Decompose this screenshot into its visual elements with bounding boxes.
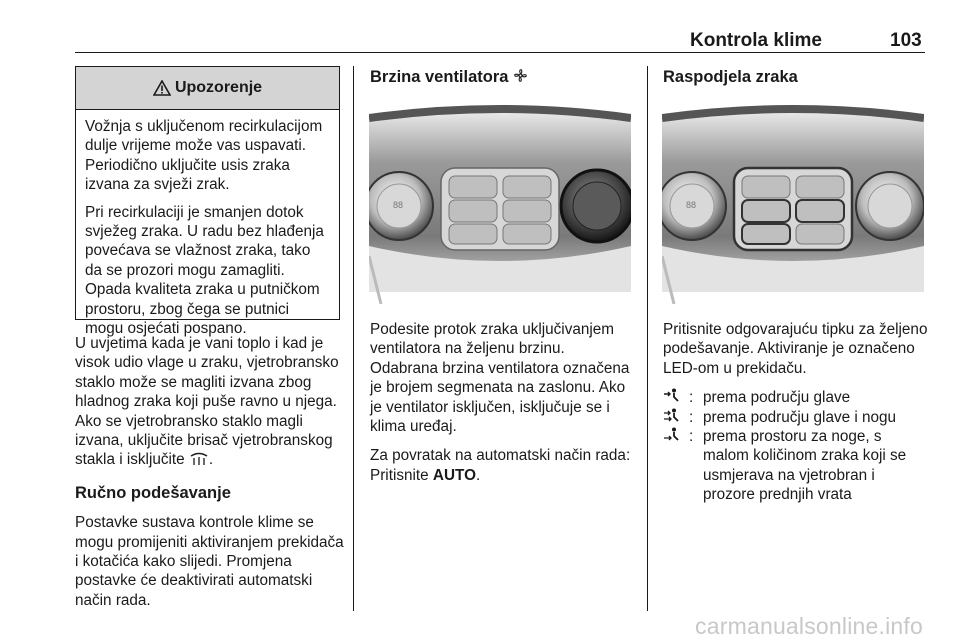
climate-panel-illustration-2 [662,96,924,304]
air-distribution-heading: Raspodjela zraka [663,68,798,86]
warning-header [76,67,339,110]
warning-paragraph-1: Vožnja s uključenom recirkulacijom dulje vrijeme može vas uspavati. Periodično uključite usis zraka izvana za svježi zrak. [85,118,323,194]
column-divider-1 [353,66,354,611]
watermark: carmanualsonline.info [695,613,923,639]
warning-paragraph-2: Pri recirkulaciji je smanjen dotok svježeg zraka. U radu bez hlađenja povećava se vlažnost zraka, tako da se prozori mogu zamagliti. Opada kvaliteta zraka u putničkom prostoru, zbog čega se putnici mogu osjećati pospano. [85,203,324,338]
auto-label: AUTO [432,466,476,484]
fan-icon [513,68,528,83]
column-3-text [663,320,928,505]
svg-text:88: 88 [686,200,697,210]
air-conditioning-icon [189,452,209,466]
air-distribution-list [663,388,928,504]
airflow-feet-icon [663,427,681,441]
list-item: : prema području glave [663,388,928,407]
fan-speed-paragraph: Podesite protok zraka uključivanjem ventilatora na željenu brzinu. Odabrana brzina ventilatora označena je brojem segmenata na zaslonu. Ako je ventilator isključen, isključuje se i klima uređaj. [370,321,630,436]
auto-paragraph: Za povratak na automatski način rada: Pritisnite AUTO. [370,447,631,484]
climate-panel-photo-distribution [662,96,924,304]
svg-text:88: 88 [393,200,404,210]
list-item: : prema području glave i nogu [663,408,928,427]
air-distribution-intro: Pritisnite odgovarajuću tipku za željeno podešavanje. Aktiviranje je označeno LED-om u prekidaču. [663,321,928,377]
list-item: : prema prostoru za noge, s malom količinom zraka koji se usmjerava na vjetrobran i prozore prednjih vrata [663,427,928,505]
airflow-head-feet-icon [663,408,681,422]
manual-settings-heading: Ručno podešavanje [75,483,231,502]
climate-panel-photo-fan [369,96,631,304]
page-title: Kontrola klime [690,30,822,51]
airflow-head-icon [663,388,681,402]
column-divider-2 [647,66,648,611]
manual-settings-text: Postavke sustava kontrole klime se mogu promijeniti aktiviranjem prekidača i kotačića kako slijedi. Promjena postavke će deaktivirati automatski način rada. [75,514,344,609]
warning-body [76,110,339,338]
fogging-paragraph: U uvjetima kada je vani toplo i kad je visok udio vlage u zraku, vjetrobransko staklo može se magliti izvana zbog hladnog zraka koji puše ravno u njega. Ako se vjetrobransko staklo magli izvana, uključite brisač vjetrobranskog stakla i isključite . [75,335,339,469]
fan-speed-heading: Brzina ventilatora [370,68,635,87]
warning-box [75,66,340,338]
header-rule [75,52,925,53]
warning-triangle-icon [153,80,171,96]
page-number: 103 [890,30,922,51]
climate-panel-illustration [369,96,631,304]
column-1-text [75,334,345,620]
column-2 [370,68,635,97]
warning-heading: Upozorenje [174,79,263,96]
column-2-text [370,320,635,495]
column-3 [663,68,928,97]
